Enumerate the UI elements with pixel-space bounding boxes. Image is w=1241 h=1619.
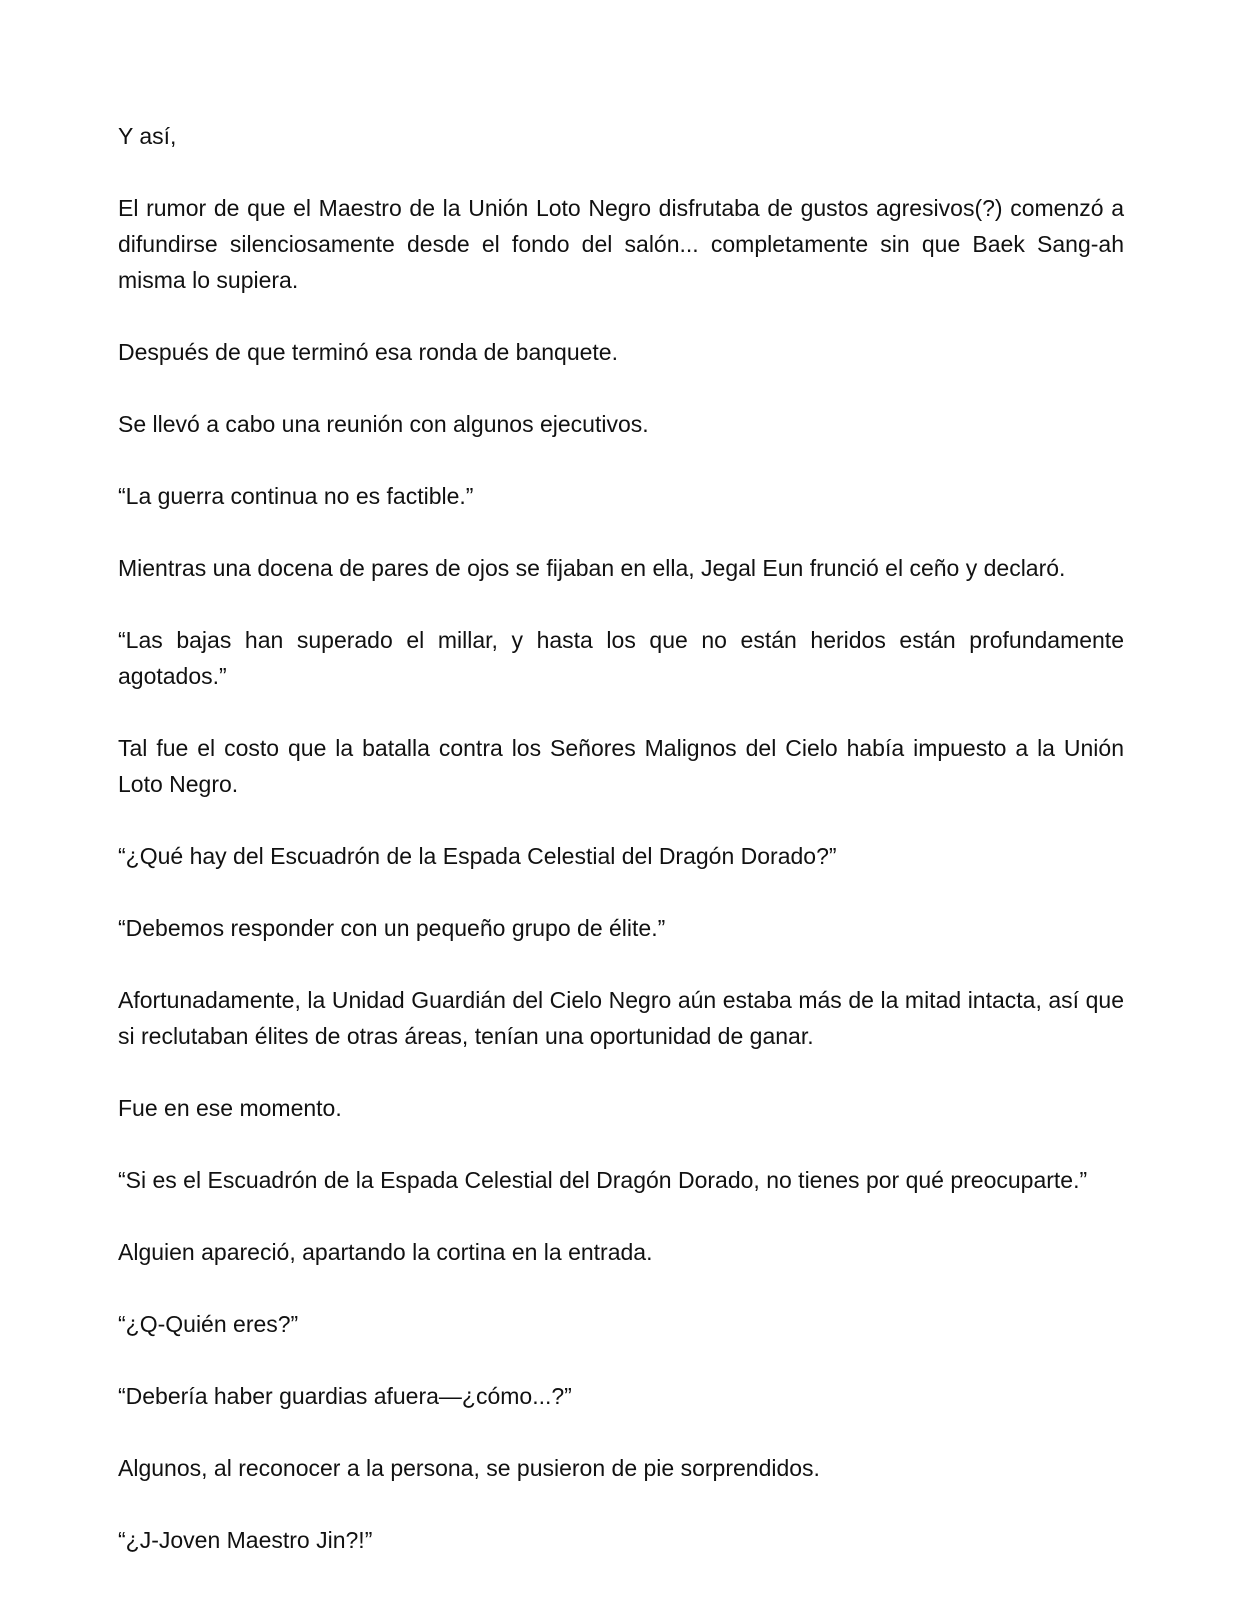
paragraph: Algunos, al reconocer a la persona, se pusieron de pie sorprendidos.: [118, 1455, 820, 1481]
paragraph: “Debería haber guardias afuera—¿cómo...?”: [118, 1383, 572, 1409]
paragraph: El rumor de que el Maestro de la Unión Loto Negro disfrutaba de gustos agresivos(?) comenzó a difundirse silenciosamente desde el fondo del salón... completamente sin que Baek Sang-ah misma lo supiera.: [118, 195, 1124, 293]
paragraph: “Debemos responder con un pequeño grupo de élite.”: [118, 915, 666, 941]
paragraph: Tal fue el costo que la batalla contra los Señores Malignos del Cielo había impuesto a la Unión Loto Negro.: [118, 735, 1124, 797]
paragraph: Fue en ese momento.: [118, 1095, 342, 1121]
paragraph: “¿Qué hay del Escuadrón de la Espada Celestial del Dragón Dorado?”: [118, 843, 837, 869]
paragraph: “¿J-Joven Maestro Jin?!”: [118, 1527, 373, 1553]
paragraph: Y así,: [118, 123, 177, 149]
document-body: [118, 118, 1124, 1558]
paragraph: Mientras una docena de pares de ojos se fijaban en ella, Jegal Eun frunció el ceño y declaró.: [118, 555, 1066, 581]
paragraph: “Las bajas han superado el millar, y hasta los que no están heridos están profundamente agotados.”: [118, 627, 1124, 689]
paragraph: “¿Q-Quién eres?”: [118, 1311, 299, 1337]
paragraph: Se llevó a cabo una reunión con algunos ejecutivos.: [118, 411, 649, 437]
paragraph: Afortunadamente, la Unidad Guardián del Cielo Negro aún estaba más de la mitad intacta, así que si reclutaban élites de otras áreas, tenían una oportunidad de ganar.: [118, 987, 1124, 1049]
paragraph: “Si es el Escuadrón de la Espada Celestial del Dragón Dorado, no tienes por qué preocuparte.”: [118, 1167, 1088, 1193]
paragraph: Después de que terminó esa ronda de banquete.: [118, 339, 618, 365]
paragraph: “La guerra continua no es factible.”: [118, 483, 474, 509]
paragraph: Alguien apareció, apartando la cortina en la entrada.: [118, 1239, 653, 1265]
